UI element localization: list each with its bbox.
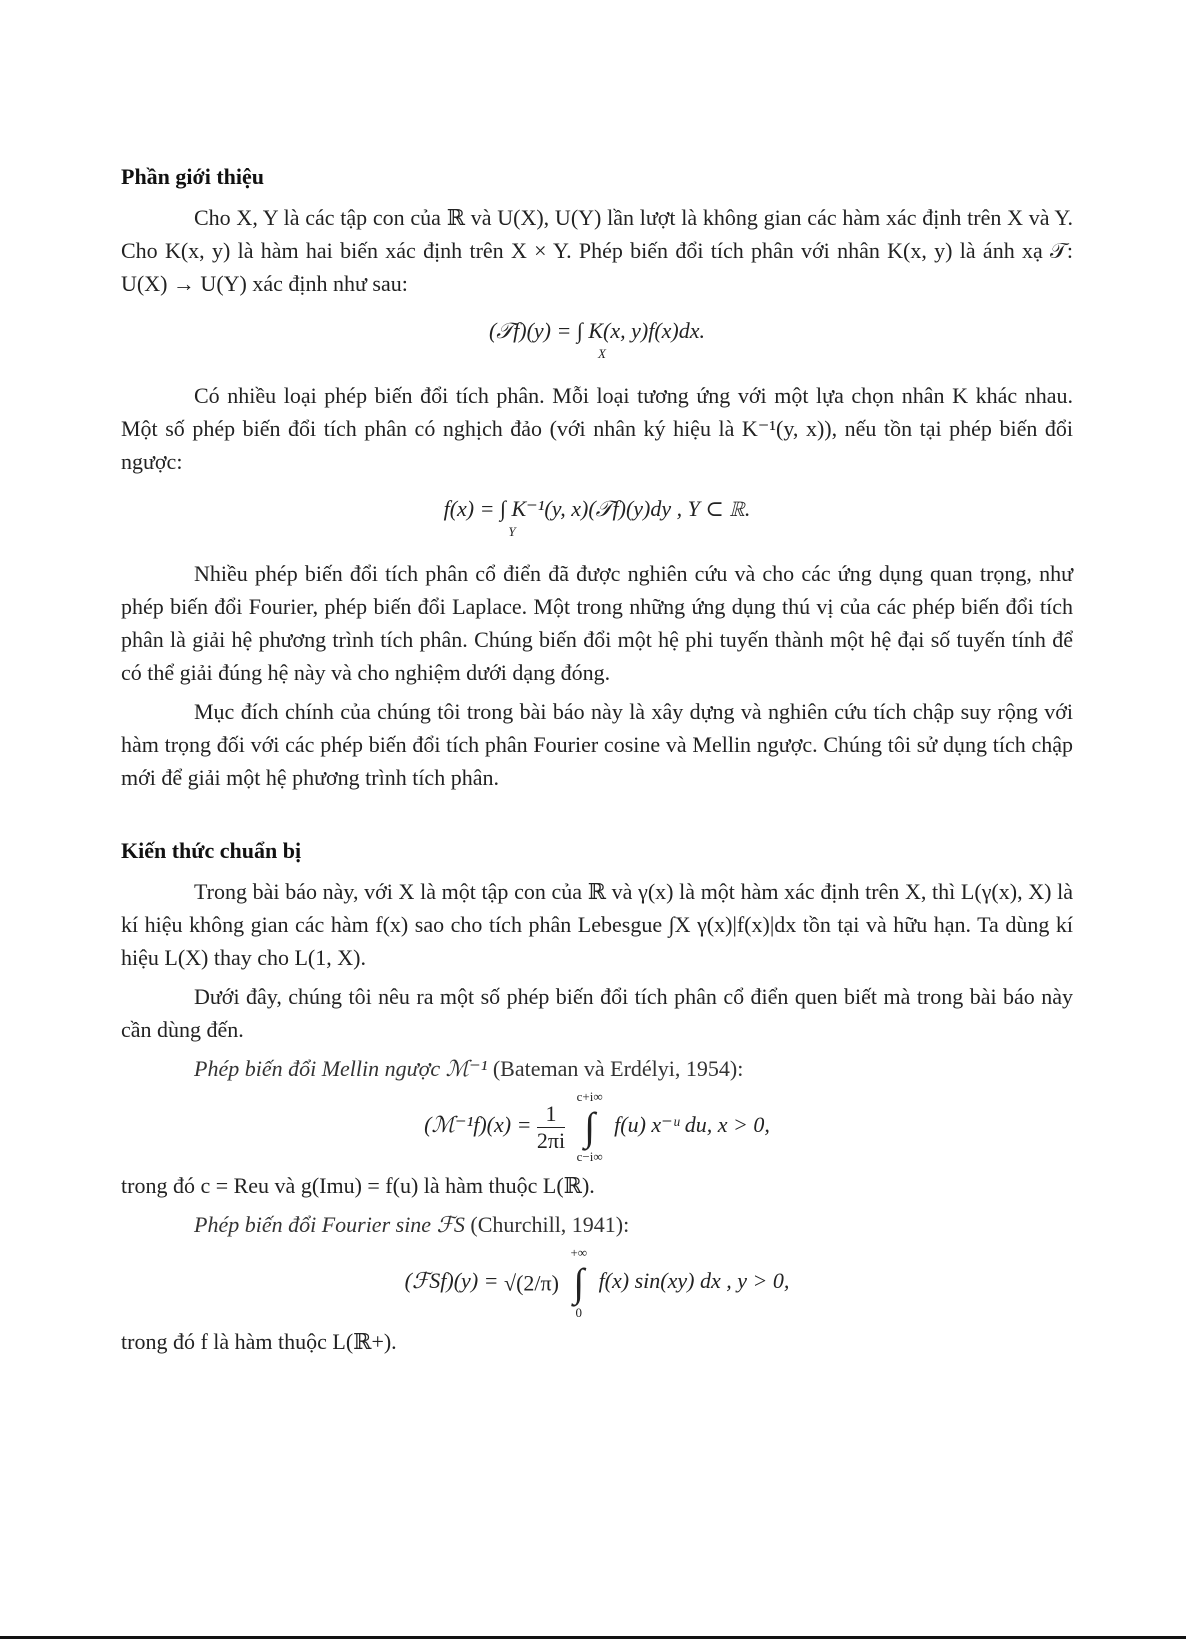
integral-sign-icon: ∫: [584, 1104, 596, 1149]
mellin-lhs: (ℳ⁻¹f)(x) =: [424, 1112, 532, 1138]
section-heading-preliminaries: Kiến thức chuẩn bị: [121, 838, 302, 863]
intro-paragraph-3: Nhiều phép biến đổi tích phân cổ điển đã được nghiên cứu và cho các ứng dụng quan trọng, như phép biến đổi Fourier, phép biến đổi Laplace. Một trong những ứng dụng thú vị của các phép biến đổi tích phân là giải hệ phương trình tích phân. Chúng biến đổi một hệ phi tuyến thành một hệ đại số tuyến tính để có thể giải đúng hệ này và cho nghiệm dưới dạng đóng.: [121, 561, 1073, 685]
prelim-paragraph-2: Dưới đây, chúng tôi nêu ra một số phép biến đổi tích phân cổ điển quen biết mà trong bài báo này cần dùng đến.: [121, 984, 1073, 1042]
equation-1-subscript: X: [598, 346, 606, 361]
fourier-rhs: f(x) sin(xy) dx , y > 0,: [598, 1268, 790, 1294]
fourier-integral: [570, 1245, 587, 1321]
section-heading-introduction: Phần giới thiệu: [121, 164, 264, 189]
fourier-lhs: (ℱSf)(y) =: [404, 1268, 499, 1294]
mellin-reference: (Bateman và Erdélyi, 1954):: [492, 1056, 744, 1081]
equation-1-text: (𝒯f)(y) = ∫ K(x, y)f(x)dx.: [488, 318, 706, 343]
fourier-upper-limit: +∞: [570, 1245, 588, 1260]
mellin-label-text: Phép biến đổi Mellin ngược ℳ⁻¹: [194, 1056, 488, 1081]
mellin-fraction: [537, 1101, 565, 1154]
integral-sign-icon: ∫: [573, 1260, 585, 1305]
mellin-rhs: f(u) x⁻ᵘ du, x > 0,: [614, 1112, 770, 1138]
mellin-denominator: 2πi: [536, 1127, 566, 1153]
fourier-sine-label: [121, 1208, 1073, 1241]
mellin-numerator: 1: [537, 1101, 565, 1128]
intro-paragraph-1: Cho X, Y là các tập con của ℝ và U(X), U(Y) lần lượt là không gian các hàm xác định trên X và Y. Cho K(x, y) là hàm hai biến xác định trên X × Y. Phép biến đổi tích phân với nhân K(x, y) là ánh xạ 𝒯: U(X) → U(Y) xác định như sau:: [121, 205, 1073, 296]
equation-fourier-sine: [121, 1245, 1073, 1321]
fourier-label-text: Phép biến đổi Fourier sine ℱS: [194, 1212, 465, 1237]
mellin-integral: [577, 1089, 603, 1165]
fourier-sqrt: √(2/π): [504, 1270, 559, 1296]
mellin-upper-limit: c+i∞: [576, 1089, 603, 1104]
equation-2-subscript: Y: [508, 524, 516, 539]
intro-paragraph-4: Mục đích chính của chúng tôi trong bài báo này là xây dựng và nghiên cứu tích chập suy rộng với hàm trọng đối với các phép biến đổi tích phân Fourier cosine và Mellin ngược. Chúng tôi sử dụng tích chập mới để giải một hệ phương trình tích phân.: [121, 699, 1073, 790]
fourier-note: trong đó f là hàm thuộc L(ℝ+).: [121, 1329, 397, 1354]
intro-paragraph-2: Có nhiều loại phép biến đổi tích phân. Mỗi loại tương ứng với một lựa chọn nhân K khác nhau. Một số phép biến đổi tích phân có nghịch đảo (với nhân ký hiệu là K⁻¹(y, x)), nếu tồn tại phép biến đổi ngược:: [121, 383, 1073, 474]
mellin-lower-limit: c−i∞: [576, 1149, 603, 1164]
prelim-paragraph-1: Trong bài báo này, với X là một tập con của ℝ và γ(x) là một hàm xác định trên X, thì L(γ(x), X) là kí hiệu không gian các hàm f(x) sao cho tích phân Lebesgue ∫X γ(x)|f(x)|dx tồn tại và hữu hạn. Ta dùng kí hiệu L(X) thay cho L(1, X).: [121, 879, 1073, 970]
mellin-note: trong đó c = Reu và g(Imu) = f(u) là hàm thuộc L(ℝ).: [121, 1173, 595, 1198]
equation-integral-transform: [121, 314, 1073, 361]
equation-inverse-transform: [121, 492, 1073, 539]
equation-mellin-inverse: [121, 1089, 1073, 1165]
fourier-reference: (Churchill, 1941):: [470, 1212, 630, 1237]
mellin-transform-label: [121, 1052, 1073, 1085]
paper-page: [121, 160, 1073, 1364]
fourier-lower-limit: 0: [575, 1305, 582, 1320]
equation-2-text: f(x) = ∫ K⁻¹(y, x)(𝒯f)(y)dy , Y ⊂ ℝ.: [443, 496, 751, 521]
